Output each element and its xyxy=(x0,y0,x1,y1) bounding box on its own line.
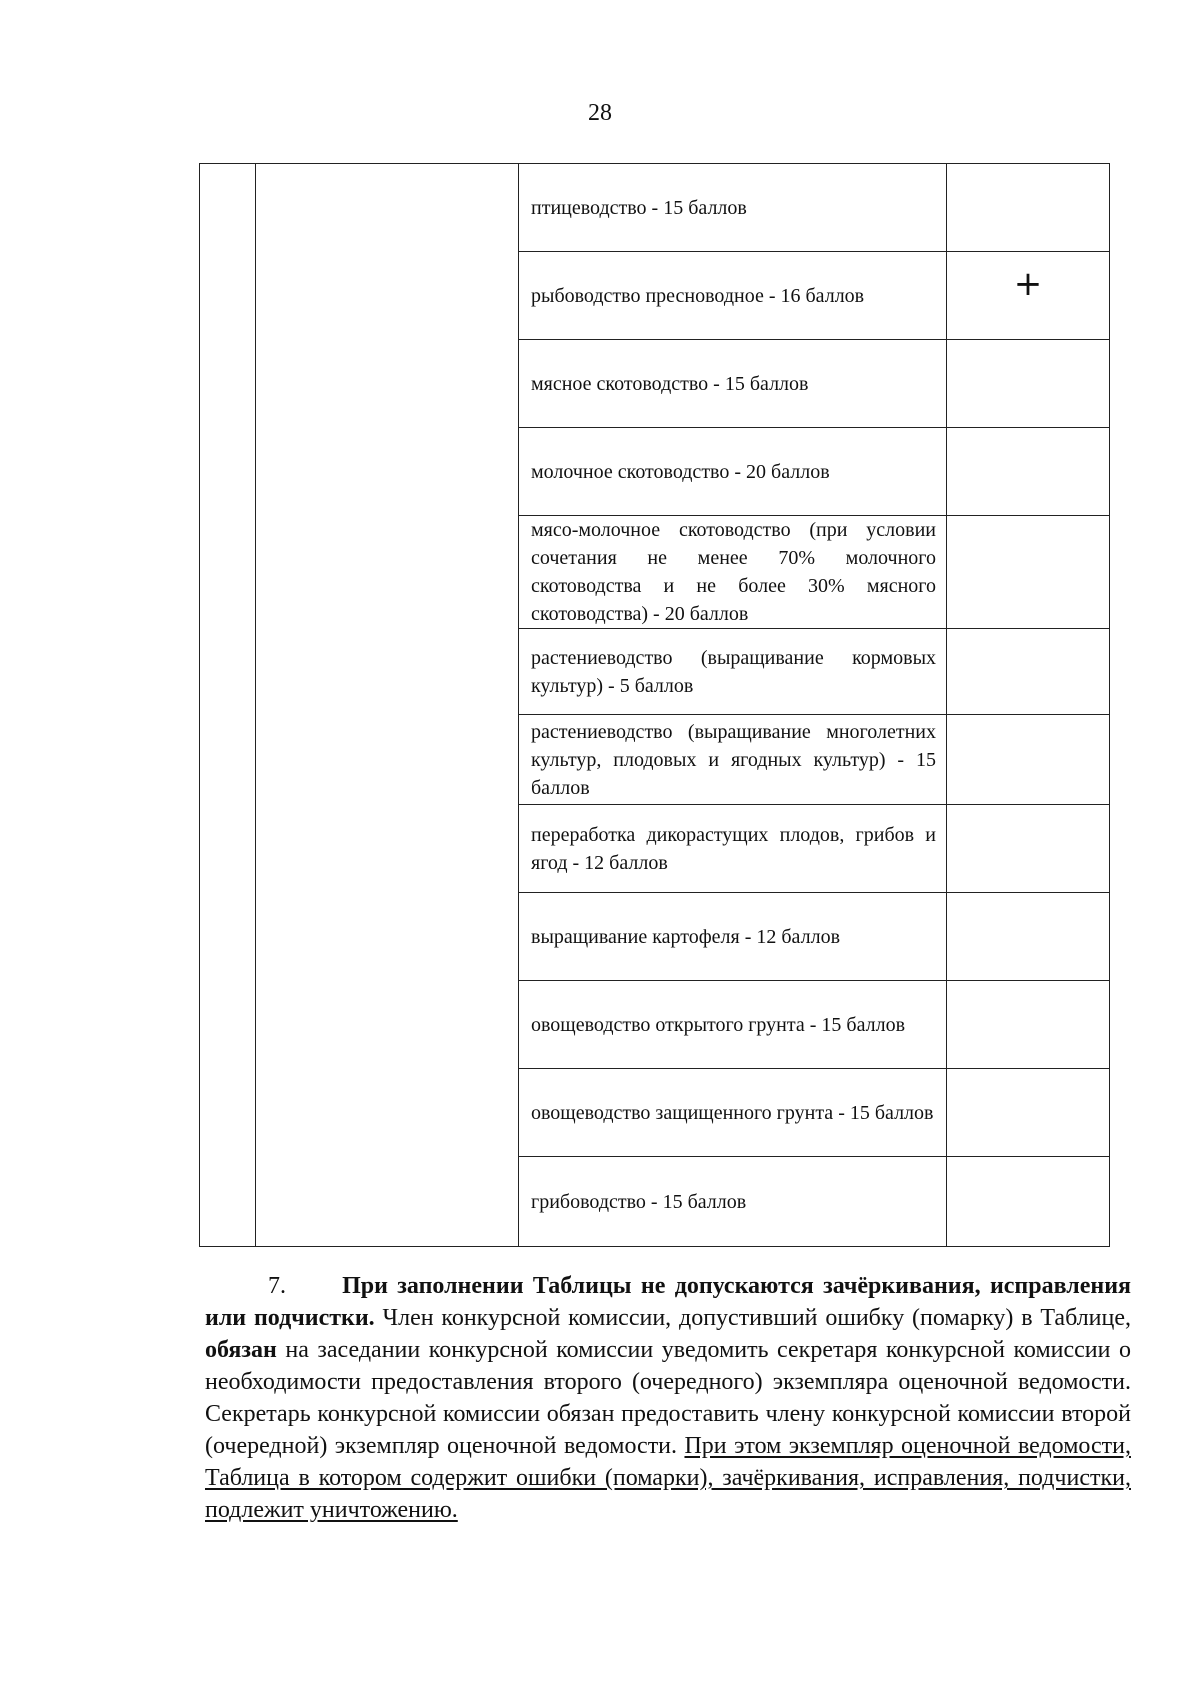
mark-cell[interactable] xyxy=(947,805,1110,893)
paragraph-underlined: При этом экземпляр оценочной ведомости, Таблица в котором содержит ошибки (помарки), зачёркивания, исправления, подчистки, подлежит уничтожению. xyxy=(205,1433,1131,1523)
criterion-cell: овощеводство защищенного грунта - 15 баллов xyxy=(519,1069,947,1157)
mark-cell[interactable] xyxy=(947,715,1110,805)
mark-cell[interactable] xyxy=(947,981,1110,1069)
criterion-cell: рыбоводство пресноводное - 16 баллов xyxy=(519,252,947,340)
criterion-cell: мясное скотоводство - 15 баллов xyxy=(519,340,947,428)
mark-cell[interactable] xyxy=(947,1157,1110,1247)
criterion-cell: переработка дикорастущих плодов, грибов и ягод - 12 баллов xyxy=(519,805,947,893)
mark-cell[interactable] xyxy=(947,893,1110,981)
paragraph-number: 7. xyxy=(268,1273,286,1299)
mark-cell[interactable] xyxy=(947,428,1110,516)
criterion-cell: растениеводство (выращивание многолетних культур, плодовых и ягодных культур) - 15 баллов xyxy=(519,715,947,805)
criterion-cell: птицеводство - 15 баллов xyxy=(519,164,947,252)
mark-cell[interactable] xyxy=(947,516,1110,629)
scoring-table xyxy=(199,163,1110,1247)
paragraph-text-1: Член конкурсной комиссии, допустивший ошибку (помарку) в Таблице, xyxy=(374,1305,1132,1331)
indicator-cell xyxy=(256,164,519,1247)
number-cell xyxy=(200,164,256,1247)
mark-cell[interactable] xyxy=(947,340,1110,428)
criterion-cell: молочное скотоводство - 20 баллов xyxy=(519,428,947,516)
paragraph-text-2: на заседании конкурсной комиссии уведомить секретаря конкурсной комиссии о необходимости предоставления второго (очередного) экземпляра оценочной ведомости. Секретарь конкурсной комиссии обязан предоставить члену конкурсной комиссии второй (очередной) экземпляр оценочной ведомости. xyxy=(205,1337,1131,1459)
criterion-cell: мясо-молочное скотоводство (при условии сочетания не менее 70% молочного скотоводства и не более 30% мясного скотоводства) - 20 баллов xyxy=(519,516,947,629)
criterion-cell: растениеводство (выращивание кормовых культур) - 5 баллов xyxy=(519,629,947,715)
criterion-cell: выращивание картофеля - 12 баллов xyxy=(519,893,947,981)
table-row xyxy=(200,164,1110,252)
paragraph-bold-obliged: обязан xyxy=(205,1337,277,1363)
criterion-cell: грибоводство - 15 баллов xyxy=(519,1157,947,1247)
page-number: 28 xyxy=(588,100,612,126)
mark-cell[interactable] xyxy=(947,164,1110,252)
rule-paragraph xyxy=(205,1270,1131,1526)
criterion-cell: овощеводство открытого грунта - 15 баллов xyxy=(519,981,947,1069)
paragraph-bold-lead: При заполнении Таблицы не допускаются зачёркивания, исправления или подчистки. xyxy=(205,1273,1132,1331)
mark-cell[interactable] xyxy=(947,629,1110,715)
mark-cell[interactable] xyxy=(947,1069,1110,1157)
mark-cell[interactable]: + xyxy=(947,252,1110,340)
